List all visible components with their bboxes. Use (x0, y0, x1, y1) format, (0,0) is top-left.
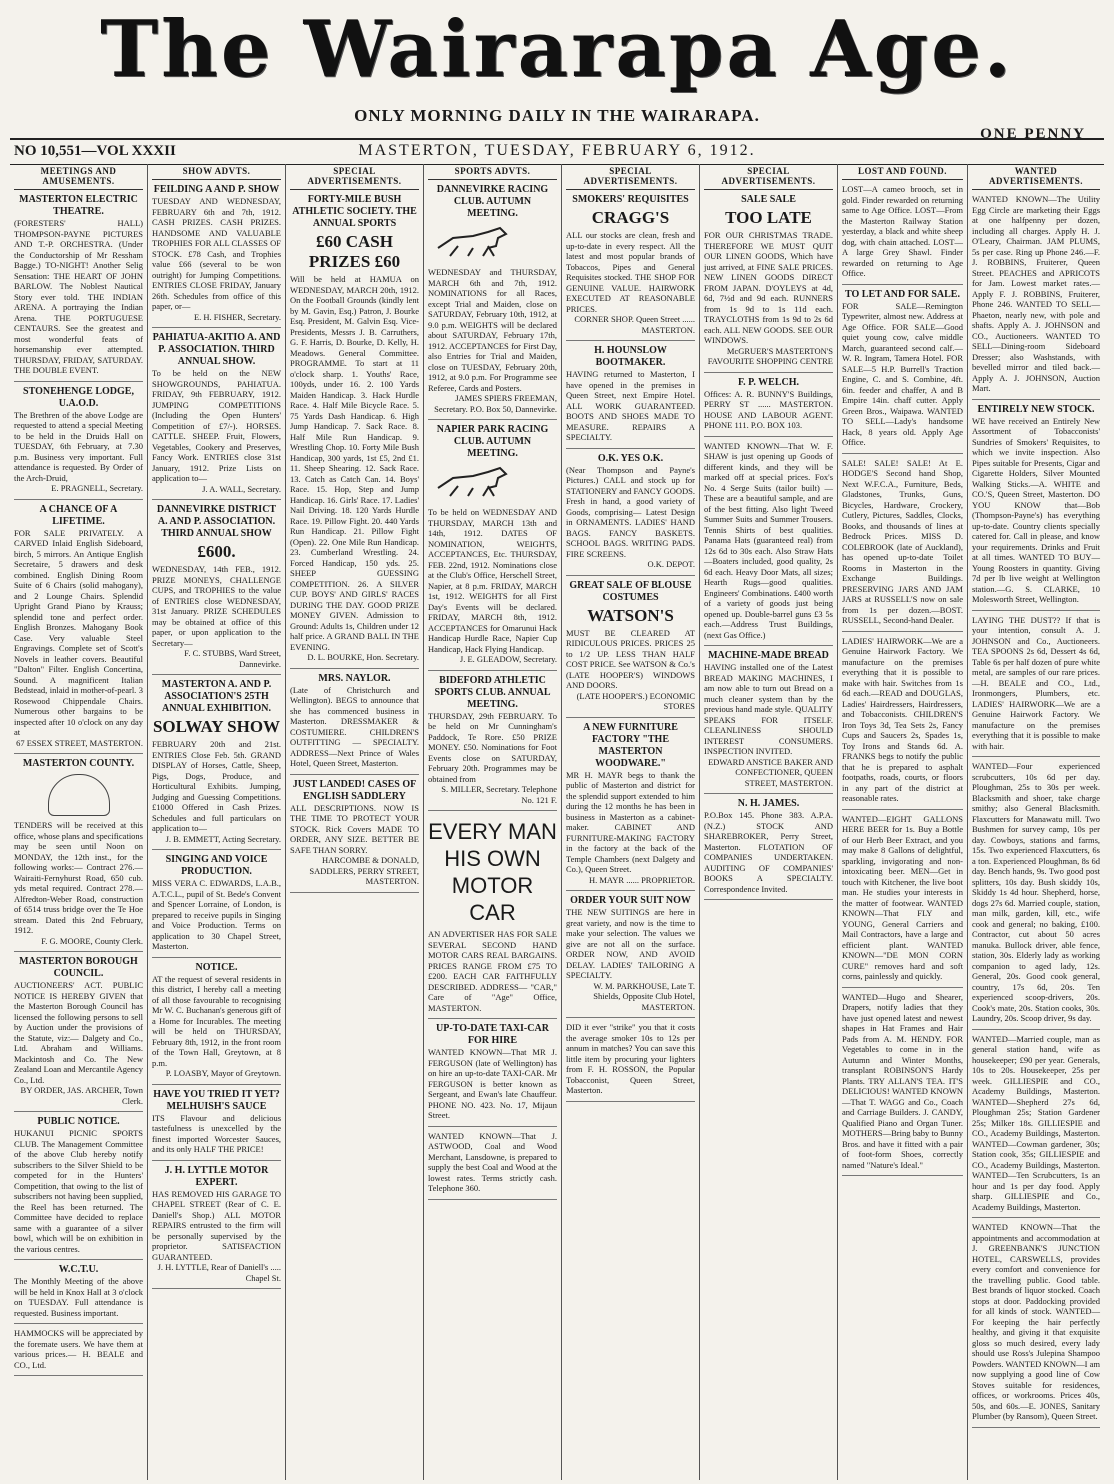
ad-body: (FORESTERS' HALL) THOMPSON-PAYNE PICTURES AND T.-P. ORCHESTRA. (Under the Conductorship of Mr Ressham Bagge.) TO-NIGHT! Another Selig Sensation: THE HEART OF JOHN BARLOW. The Noblest Nautical Story ever told. THE INDIAN ARENA. A portraying the Indian Arena. THE PORTUGUESE CENTAURS. See the greatest and most wonderful feats of horsemanship ever attempted. THURSDAY, FRIDAY, SATURDAY. THE DOUBLE EVENT. (14, 218, 143, 375)
advertisement (428, 811, 557, 1019)
ad-signature: O.K. DEPOT. (647, 559, 695, 569)
ad-body: FOR OUR CHRISTMAS TRADE. THEREFORE WE MUST QUIT OUR LINEN GOODS, Which have just arrived, at FINE SALE PRICES. NEW LINEN GOODS DIRECT FROM JAPAN. D'OYLEYS at 4d, 6d, 7½d and 9d each. RUNNERS from 1s 9d to 1s 11d each. TRAYCLOTHS from 1s 9d to 2s 6d each. ALL NEW GOODS. SEE OUR WINDOWS. (704, 230, 833, 345)
advertisement (566, 449, 695, 576)
ad-title: J. H. LYTTLE MOTOR EXPERT. (164, 1164, 269, 1188)
ad-title: O.K. YES O.K. (597, 452, 664, 464)
racehorse-icon (428, 464, 528, 498)
column-header: WANTED ADVERTISEMENTS. (972, 164, 1100, 190)
ad-body: (Late of Christchurch and Wellington). BEGS to announce that she has commenced business in Masterton. DRESSMAKER & COSTUMIERE. CHILDREN'S OUTFITTING — SPECIALTY. ADDRESS—Next Prince of Wales Hotel, Queen Street, Masterton. (290, 684, 419, 768)
ad-body: P.O.Box 145. Phone 383. A.P.A. (N.Z.) STOCK AND SHAREBROKER, Perry Street, Masterton. FLOTATION OF COMPANIES UNDERTAKEN. AUDITING OF COMPANIES' BOOKS A SPECIALTY. Correspondence Invited. (704, 810, 833, 894)
column-header: SPORTS ADVTS. (428, 164, 557, 180)
ad-body: MUST BE CLEARED AT RIDICULOUS PRICES. PRICES 25 to 1/2 UP. LESS THAN HALF COST PRICE. See WATSON & Co.'s (LATE HOOPER'S) WINDOWS AND DOORS. (566, 627, 695, 690)
ad-display-text: SOLWAY SHOW (152, 717, 281, 736)
issue-number: NO 10,551—VOL XXXII (14, 143, 176, 159)
ad-signature: J. H. LYTTLE, Rear of Daniell's ..... Chapel St. (157, 1262, 281, 1283)
ad-title: MASTERTON COUNTY. (22, 758, 135, 769)
ad-title: PAHIATUA-AKITIO A. AND P. ASSOCIATION. THIRD ANNUAL SHOW. (152, 332, 281, 367)
ad-title: DANNEVIRKE DISTRICT A. AND P. ASSOCIATION. THIRD ANNUAL SHOW (156, 504, 277, 539)
ad-title: A CHANCE OF A LIFETIME. (39, 503, 118, 527)
columns-container (10, 164, 1104, 1480)
column-header: LOST AND FOUND. (842, 164, 963, 180)
ad-title: PUBLIC NOTICE. (37, 1116, 120, 1127)
ad-body: ITS Flavour and delicious tastefulness is unexcelled by the finest imported Worcester Sauces, and its only HALF THE PRICE! (152, 1112, 281, 1154)
advertisement (152, 958, 281, 1085)
ad-title: F. P. WELCH. (737, 376, 800, 388)
advertisement (566, 718, 695, 892)
column-header: SPECIAL ADVERTISEMENTS. (704, 164, 833, 190)
advertisement (842, 810, 963, 988)
ad-title: MASTERTON ELECTRIC THEATRE. (19, 194, 138, 217)
ad-title: MASTERTON A. AND P. ASSOCIATION'S 25TH ANNUAL EXHIBITION. (161, 679, 272, 714)
ad-signature: BY ORDER, JAS. ARCHER, Town Clerk. (20, 1085, 143, 1106)
ad-title: BIDEFORD ATHLETIC SPORTS CLUB. ANNUAL MEETING. (434, 674, 551, 710)
ad-body: (Near Thompson and Payne's Pictures.) CALL and stock up for STATIONERY and FANCY GOODS. Fresh in hand, a good variety of Goods, comprising— Latest Design in ORNAMENTS. LADIES' HAND BAGS. FANCY BASKETS. SCHOOL BAGS. WRITING PADS. FIRE SCREENS. (566, 464, 695, 559)
ad-body: TUESDAY AND WEDNESDAY, FEBRUARY 6th and 7th, 1912. CASH PRIZES. CASH PRIZES. HANDSOME AND VALUABLE TROPHIES FOR ALL CLASSES OF STOCK. £78 Cash, and Trophies value £66 (several to be won outright) for Jumping Competitions. ENTRIES CLOSE FRIDAY, January 26th. Schedules from office of this paper, or— (152, 196, 281, 311)
column-8 (968, 164, 1104, 1480)
column-2 (148, 164, 286, 1480)
ad-display-text: CRAGG'S (591, 208, 670, 227)
advertisement (842, 454, 963, 632)
ad-body: The Monthly Meeting of the above will be held in Knox Hall at 3 o'clock on TUESDAY. Full attendance is requested. Business important. (14, 1276, 143, 1318)
advertisement (704, 646, 833, 794)
racehorse-icon (428, 224, 528, 258)
ad-body: AN ADVERTISER HAS FOR SALE SEVERAL SECOND HAND MOTOR CARS REAL BARGAINS. PRICES RANGE FROM £75 TO £200. EACH CAR FAITHFULLY DESCRIBED. ADDRESS— "CAR," Care of "Age" Office, MASTERTON. (428, 929, 557, 1013)
ad-title: MACHINE-MADE BREAD (708, 650, 829, 661)
ad-body: DID it ever "strike" you that it costs the average smoker 10s to 12s per annum in matches? You can save this little item by procuring your lighters from F. H. ROSSON, the Popular Tobacconist, Queen Street, Masterton. (566, 1022, 695, 1095)
ad-signature: S. MILLER, Secretary. Telephone No. 121 F. (441, 784, 557, 805)
ad-body: WANTED—EIGHT GALLONS HERE BEER for 1s. Buy a Bottle of our Herb Beer Extract, and you may make 8 Gallons of delightful, sparkling, invigorating and non-intoxicating beer. MEN—Get in touch with Kitchener, the live boot man. He studies your interests in the matter of footwear. WANTED KNOWN—That FLY and YOUNG, General Carriers and Mail Contractors, have a large and efficient plant. WANTED KNOWN—"DE MON CORN CURE" removes hard and soft corns, painlessly and quickly. (842, 813, 963, 981)
ad-signature: H. MAYR ...... PROPRIETOR. (588, 874, 695, 885)
ad-body: FOR SALE PRIVATELY. A CARVED Inlaid English Sideboard, birch, 5 mirrors. An Antique English Secretaire, 5 drawers and desk combined. English Dining Room Suite of 6 Chairs (solid mahogany), and 2 Lounge Chairs. Splendid Upright Grand Piano by Krauss; splendid tone and perfect order. English Bronzes. Mahogany Book Case. Very valuable Steel Engravings. Complete set of Scott's Novels in leather covers. Beautiful "Dalton" Filter. English Concertina, Sound. A magnificent Italian Bedstead, inlaid in mother-of-pearl. 3 Rosewood Chippendale Chairs. Numerous other bargains to be inspected after 10 o'clock on any day at (14, 527, 143, 737)
advertisement (704, 373, 833, 437)
ad-title: MASTERTON BOROUGH COUNCIL. (19, 956, 138, 979)
masthead (0, 0, 1114, 105)
column-1 (10, 164, 148, 1480)
ad-title: SINGING AND VOICE PRODUCTION. (165, 854, 268, 877)
ad-signature: 67 ESSEX STREET, MASTERTON. (16, 737, 143, 748)
advertisement (152, 180, 281, 328)
ad-signature: F. C. STUBBS, Ward Street, Dannevirke. (184, 648, 281, 669)
advertisement (428, 420, 557, 671)
ad-body: HAMMOCKS will be appreciated by the foremate users. We have them at various prices.— H. BEALE and CO., Ltd. (14, 1328, 143, 1370)
ad-signature: HARCOMBE & DONALD, SADDLERS, PERRY STREET, MASTERTON. (309, 855, 419, 886)
ad-body: WANTED KNOWN—That J. ASTWOOD, Coal and Wood Merchant, Lansdowne, is prepared to supply the best Coal and Wood at the lowest rates. Terms strictly cash. Telephone 360. (428, 1130, 557, 1193)
column-header: SPECIAL ADVERTISEMENTS. (566, 164, 695, 190)
ad-title: SALE SALE (741, 194, 796, 205)
ad-title: FORTY-MILE BUSH ATHLETIC SOCIETY. THE ANNUAL SPORTS (292, 194, 417, 229)
ad-body: WANTED KNOWN—That MR J. FERGUSON (late of Wellington) has on hire an up-to-date TAXI-CAR. Mr FERGUSON is better known as Sergeant, and Ewan's late Chauffeur. PHONE NO. 423. No. 17, Mijaun Street. (428, 1047, 557, 1120)
ad-body: WANTED KNOWN—The Utility Egg Circle are marketing their Eggs at one halfpenny per dozen, including all charges. Apply H. J. O'Leary, Chairman. JAM PLUMS, 5s per case. Ring up Phone 246.—F. J. ROBBINS, Fruiterer, Queen Street. PEACHES and APRICOTS for Jam. Lowest market rates.—Apply F. J. ROBBINS, Fruiterer, Phone 246. WANTED TO SELL—Phaeton, nearly new, with pole and shafts. Apply A. J. JOHNSON and CO., Auctioneers. WANTED TO SELL—Dining-room Sideboard Dresser; also Washstands, with bevelled mirror and tiled back.—Apply A. J. JOHNSON, Auction Mart. (972, 194, 1100, 393)
ad-body: HAVING installed one of the Latest BREAD MAKING MACHINES, I am now able to turn out Bread on a much cleaner system than by the previous hand made style. QUALITY SPEAKS FOR ITSELF. CLEANLINESS SHOULD INTEREST CONSUMERS. INSPECTION INVITED. (704, 662, 833, 756)
ad-signature: W. M. PARKHOUSE, Late T. Shields, Opposite Club Hotel, MASTERTON. (593, 980, 695, 1012)
ad-headline: EVERY MAN HIS OWN MOTOR CAR (428, 819, 557, 925)
ad-body: ALL our stocks are clean, fresh and up-to-date in every respect. All the latest and most popular brands of Tobaccos, Pipes and General Requisites stocked. THE SHOP FOR GENUINE VALUE. HAIRWORK EXECUTED AT REASONABLE PRICES. (566, 230, 695, 314)
ad-signature: JAMES SPIERS FREEMAN, Secretary. P.O. Box 50, Dannevirke. (434, 393, 557, 414)
ad-body: Will be held at HAMUA on WEDNESDAY, MARCH 20th, 1912. On the Football Grounds (kindly lent by M. Gavin, Esq.) Patron, J. Bourke Esq. President, M. Galvin Esq. Vice-Presidents, Messrs J. B. Carruthers, G. F. Harris, D. Bourke, D. Kelly, H. Meadows. General Committee. PROGRAMME. To start at 11 o'clock sharp. 1. Youths' Race, 100yds, under 16. 2. 100 Yards Maiden Handicap. 3. Hack Hurdle Race. 4. Half Mile Bicycle Race. 5. 75 Yards Dash Handicap. 6. High Jump Handicap. 7. Sack Race. 8. Half Mile Run Handicap. 9. Wrestling Chop. 10. Forty Mile Bush Handicap, 300 yards, 1st £5, 2nd £1. 11. Sheep Shearing. 12. Sack Race. 13. Catch as Catch Can. 14. Boys' Race. 15. Hop, Step and Jump Handicap. 16. Girls' Race. 17. Ladies' Nail Driving. 18. 120 Yards Hurdle Race. 19. Pillow Fight. 20. 440 Yards Run Handicap. 21. Pillow Fight (Open). 22. One Mile Run Handicap. 23. Cumberland Wrestling. 24. Forced Handicap, 150 yds. 25. SHEEP GUESSING COMPETITION. 26. A SILVER CUP. BOYS' AND GIRLS' RACES DURING THE DAY. GOOD PRIZE MONEY GIVEN. Admission to Ground: Adults 1s, Children under 12 half price. A GRAND BALL IN THE EVENING. (290, 274, 419, 652)
advertisement (152, 675, 281, 850)
ad-body: To be held on WEDNESDAY AND THURSDAY, MARCH 13th and 14th, 1912. DATES OF NOMINATION, WEIGHTS, ACCEPTANCES, Etc. THURSDAY, FEB. 22nd, 1912. Nominations close at the Club's Office, Herschell Street, Napier, at 8 p.m. FRIDAY, MARCH 1st, 1912. WEIGHTS for all First Day's Events will be declared. FRIDAY, MARCH 8th, 1912. ACCEPTANCES for Omarunui Hack Handicap Hurdle Race, Napier Cup Handicap, Hack Flying Handicap. (428, 507, 557, 654)
advertisement (428, 1127, 557, 1200)
ad-title: DANNEVIRKE RACING CLUB. AUTUMN MEETING. (436, 184, 549, 219)
advertisement (842, 632, 963, 810)
advertisement (428, 671, 557, 812)
advertisement (14, 1260, 143, 1324)
advertisement (972, 1030, 1100, 1219)
ad-signature: McGRUER'S MASTERTON'S FAVOURITE SHOPPING CENTRE (707, 345, 833, 366)
advertisement (14, 754, 143, 952)
newspaper-title: The Wairarapa Age. (100, 4, 1014, 95)
advertisement (14, 190, 143, 382)
ad-signature: E. H. FISHER, Secretary. (193, 311, 281, 322)
ad-body: LADIES' HAIRWORK—We are a Genuine Hairwork Factory. We manufacture on the premises everything that it is possible to make with hair. Switches from 1s 6d each.—READ and DOUGLAS, Ladies' Hairdressers, Hairdressers, and Tobacconists. CHILDREN'S Iron Toys 3d, Tea Sets 2s, Fancy Cups and Saucers 2s, Spades 1s, Toy Irons and Stands 6d. A. FRANKS begs to notify the public that he is prepared to asphalt footpaths, roads, courts, or floors in any part of the district at reasonable rates. (842, 635, 963, 803)
advertisement (152, 1085, 281, 1161)
ad-title: FEILDING A AND P. SHOW (153, 184, 280, 195)
price-label: ONE PENNY (980, 126, 1086, 142)
ad-title: W.C.T.U. (58, 1264, 99, 1275)
ad-body: AT the request of several residents in this district, I hereby call a meeting of all those favourable to recognising Mr W. C. Buchanan's generous gift of a Home for Incurables. The meeting will be held on THURSDAY, February 8th, 1912, in the front room of the Town Hall, Greytown, at 8 p.m. (152, 973, 281, 1068)
advertisement (428, 180, 557, 420)
ad-signature: F. G. MOORE, County Clerk. (41, 935, 143, 946)
ad-display-text: £600. (197, 542, 236, 561)
ad-body: WE have received an Entirely New Assortment of Tobacconists' Sundries of Smokers' Requisites, to which we invite inspection. Also Pipes suitable for Presents, Cigar and Cigarette Holders, Silver Mounted Walking Sticks.—A. WHITE and CO.'S, Queen Street, Masterton. DO YOU KNOW that—Bob (Thompson-Payne's) has everything up-to-date. Country clients specially catered for. Call in please, and know your requirements. Drinks and Fruit at all times. WANTED TO BUY—Young Roosters in quantity. Giving 7d per lb live weight at Wellington station.—G. S. CLARKE, 10 Molesworth Street, Wellington. (972, 415, 1100, 604)
coat-of-arms-icon (48, 774, 110, 816)
advertisement (14, 382, 143, 500)
column-5 (562, 164, 700, 1480)
ad-title: UP-TO-DATE TAXI-CAR FOR HIRE (436, 1023, 549, 1046)
ad-body: THURSDAY, 29th FEBRUARY. To be held on Mr Cunningham's Paddock, Te Rore. £50 PRIZE MONEY. £50. Nominations for Foot Events close on SATURDAY, February 20th. Programmes may be obtained from (428, 710, 557, 784)
advertisement (566, 891, 695, 1018)
ad-body: HUKANUI PICNIC SPORTS CLUB. The Management Committee of the above Club hereby notify subscribers to the Silver Shield to be competed for in the Hunters' Competition, that owing to the list of subscribers not having been supplied, the Reel has been returned. The Committee have decided to replace same with a guarantee of a silver bowl, which will be on exhibition in the various centres. (14, 1128, 143, 1254)
advertisement (152, 1161, 281, 1290)
advertisement (290, 669, 419, 775)
tagline: ONLY MORNING DAILY IN THE WAIRARAPA. (354, 106, 760, 125)
advertisement (704, 437, 833, 647)
ad-signature: E. PRAGNELL, Secretary. (51, 483, 143, 493)
advertisement (972, 190, 1100, 400)
ad-signature: D. L. BOURKE, Hon. Secretary. (307, 652, 419, 662)
ad-title: MRS. NAYLOR. (318, 672, 391, 684)
column-3 (286, 164, 424, 1480)
ad-title: N. H. JAMES. (737, 798, 800, 809)
ad-title: STONEHENGE LODGE, U.A.O.D. (23, 385, 134, 409)
ad-body: WEDNESDAY and THURSDAY, MARCH 6th and 7th, 1912. NOMINATIONS for all Races, except Trial and Maiden, close on SATURDAY, February 10th, 1912, at 9.0 p.m. WEIGHTS will be declared about SATURDAY, February 17th, 1912. ACCEPTANCES for First Day, also Entries for Trial and Maiden, close on TUESDAY, February 20th, 1912, at 9.0 p.m. For Programme see Referee, Cards and Posters. (428, 267, 557, 393)
advertisement (152, 328, 281, 500)
advertisement (566, 576, 695, 718)
ad-title: ENTIRELY NEW STOCK. (977, 403, 1095, 415)
advertisement (428, 1019, 557, 1127)
advertisement (972, 1218, 1100, 1428)
ad-body: LOST—A cameo brooch, set in gold. Finder rewarded on returning same to Age Office. LOST—From the Masterton Railway Station yesterday, a black and white sheep dog, with chain attached. LOST—A large Grey Shawl. Finder rewarded on returning to Age Office. (842, 184, 963, 278)
ad-body: FEBRUARY 20th and 21st. ENTRIES Close Feb. 5th. GRAND DISPLAY of Horses, Cattle, Sheep, Pigs, Dogs, Produce, and Horticultural Exhibits. Jumping, Judging and Guessing Competitions. £1000 Offered in Cash Prizes. Schedules and full particulars on application to— (152, 739, 281, 833)
advertisement (14, 952, 143, 1112)
ad-title: HAVE YOU TRIED IT YET? MELHUISH'S SAUCE (153, 1088, 280, 1112)
ad-signature: (LATE HOOPER'S.) ECONOMIC STORES (576, 690, 695, 711)
advertisement (842, 285, 963, 454)
ad-body: MISS VERA C. EDWARDS, L.A.B., A.T.C.L., pupil of St. Bede's Convent and Spencer Lorraine, of London, is prepared to receive pupils in Singing and Voice Production. Terms on application to 30 Chapel Street, Masterton. (152, 878, 281, 951)
ad-body: HAVING returned to Masterton, I have opened in the premises in Queen Street, next Empire Hotel. ALL WORK GUARANTEED. BOOTS AND SHOES MADE TO MEASURE. REPAIRS A SPECIALTY. (566, 369, 695, 442)
ad-body: ALL DESCRIPTIONS. NOW IS THE TIME TO PROTECT YOUR STOCK. Rick Covers MADE TO ORDER, ANY SIZE. BETTER BE SAFE THAN SORRY. (290, 802, 419, 855)
ad-display-text: WATSON'S (587, 605, 674, 625)
ad-body: WANTED—Hugo and Shearer, Drapers, notify ladies that they have just opened latest and newest shapes in Hat Frames and Hair Pads from A. M. HENDY. FOR Vegetables to come in in the Autumn and Winter Months, transplant ROBINSON'S Hardy Plants. TRY ALLAN'S TEA. IT'S DELICIOUS! WANTED KNOWN—That T. WAGG and Co., Coach and Carriage Builders. J. CANDY, Qualified Piano and Organ Tuner. MOTHERS—Bring baby to Bunny Bros. and have it fitted with a pair of foot-form Shoes, correctly named "Nature's Ideal." (842, 991, 963, 1170)
column-4 (424, 164, 562, 1480)
advertisement (14, 1324, 143, 1376)
ad-body: HAS REMOVED HIS GARAGE TO CHAPEL STREET (Rear of C. E. Daniell's Shop.) ALL MOTOR REPAIRS entrusted to the firm will be personally supervised by the proprietor. SATISFACTION GUARANTEED. (152, 1188, 281, 1262)
ad-body: The Brethren of the above Lodge are requested to attend a special Meeting to be held in the Druids Hall on TUESDAY, 6th February, at 7.30 p.m. Business very important. Full attendance is requested. By Order of the Arch-Druid, (14, 409, 143, 483)
ad-title: GREAT SALE OF BLOUSE COSTUMES (569, 579, 692, 603)
ad-body: Offices: A. R. BUNNY'S Buildings, PERRY ST ...... MASTERTON. HOUSE AND LABOUR AGENT. PHONE 111. P.O. BOX 103. (704, 388, 833, 430)
advertisement (566, 1018, 695, 1102)
ad-body: WANTED KNOWN—That W. F. SHAW is just opening up Goods of different kinds, and they will be marked off at special prices. Fox's No. 4 Serge Suits (tailor built) —These are a beautiful sample, and are of the best fitting. Also light Tweed Summer Suits and Summer Trousers. Tennis Shirts of best qualities. Panama Hats (guaranteed real) from 12s 6d to 30s each. Also Straw Hats—Boaters included, good quality, 2s 6d each. Heavy Door Mats, all sizes; Hearth Rugs—good qualities. Engineers' Combinations. £400 worth of a variety of goods just being opened up. Double-barrel guns £3 5s each.—Address Trust Buildings, (next Gas Office.) (704, 440, 833, 640)
advertisement (290, 775, 419, 893)
column-header: SPECIAL ADVERTISEMENTS. (290, 164, 419, 190)
column-6 (700, 164, 838, 1480)
ad-body: WANTED—Married couple, man as general station hand, wife as housekeeper; £90 per year. Generals, 10s to 20s. Housekeeper, 25s per week. GILLIESPIE and CO., Academy Buildings, Masterton. WANTED—Shepherd 27s 6d, Ploughman 25s; Station Gardener 25s; Milker 18s. GILLIESPIE and CO., Academy Buildings, Masterton. WANTED—Cowman gardener, 30s; Station cook, 35s; GILLIESPIE and CO., Academy Buildings, Masterton. WANTED—Ten Scrubcutters, 1s an hour and 1s per day food. Apply sharp. GILLIESPIE and Co., Academy Buildings, Masterton. (972, 1033, 1100, 1212)
ad-signature: J. B. EMMETT, Acting Secretary. (165, 833, 281, 844)
ad-title: H. HOUNSLOW BOOTMAKER. (594, 345, 667, 368)
advertisement (842, 988, 963, 1177)
ad-body: WANTED—Four experienced scrubcutters, 10s 6d per day. Ploughman, 25s to 30s per week. Blacksmith and shoer, take charge smithy; also General Blacksmith. Flaxcutters for Manawatu mill. Two Bushmen for survey camp, 10s per day. Cowboys, stations and farms, 15s. Two experienced Flaxcutters, 6s a ton. Experienced Ploughman, 8s 6d day. Bench hands, 9s. Two good post splitters, 10s day. Bush skiddy 10s, Skiddy 1s 4d hour. Shepherd, horse, dogs 27s 6d. Married couple, station, man milk, garden, kill, etc., wife cook and general; no baking, £100. Contractor, cut about 50 acres manuka. Bullock driver, able fence, station, 30s. Elderly lady as working companion to aged lady, 12s. General, 20s. Good cook general, country, 17s 6d, 20s. Ten experienced scoop-drivers, 20s. Cook's mate, 20s. Station cooks, 30s. Laundry, 20s. Scoop driver, 9s day. (972, 761, 1100, 1023)
ad-body: LAYING THE DUST?? If that is your intention, consult A. J. JOHNSON and Co., Auctioneers. TEA SPOONS 2s 6d, Dessert 4s 6d, Table 6s per half dozen of pure white metal, are samples of our rare prices.—H. BEALE and CO., Ltd., Ironmongers, Plumbers, etc. LADIES' HAIRWORK—We are a Genuine Hairwork Factory. We manufacture on the premises everything that it is possible to make with hair. (972, 614, 1100, 751)
advertisement (14, 1112, 143, 1260)
column-7 (838, 164, 968, 1480)
dateline-bar (10, 138, 1104, 165)
ad-signature: EDWARD ANSTICE BAKER AND CONFECTIONER, QUEEN STREET, MASTERTON. (708, 756, 833, 788)
advertisement (842, 180, 963, 285)
ad-display-text: £60 CASH PRIZES £60 (308, 232, 401, 271)
ad-body: TENDERS will be received at this office, whose plans and specifications may be seen until Noon on MONDAY, the 12th inst., for the following works:— Contract 276.—Wairaiti-Fernyhurst Road, 650 cub. yds metal required. Contract 278.—Alfredton-Weber Road, construction of 6514 truss bridge over the Te Hoe stream. Dated this 2nd February, 1912. (14, 820, 143, 935)
advertisement (566, 190, 695, 341)
advertisement (152, 850, 281, 958)
advertisement (152, 500, 281, 675)
column-header: MEETINGS AND AMUSEMENTS. (14, 164, 143, 190)
ad-signature: P. LOASBY, Mayor of Greytown. (165, 1068, 281, 1078)
advertisement (972, 400, 1100, 611)
ad-body: AUCTIONEERS' ACT. PUBLIC NOTICE IS HEREBY GIVEN that the Masterton Borough Council has licensed the following persons to sell by Auction under the provisions of the Statute, viz:— Dalgety and Co., Ltd. Abraham and Williams. Mackintosh and Co. The New Zealand Loan and Mercantile Agency Co., Ltd. (14, 980, 143, 1085)
ad-body: THE NEW SUITINGS are here in great variety, and now is the time to make your selection. The values we give are not all on the surface. ORDER NOW, AND AVOID DELAY. LADIES' TAILORING A SPECIALTY. (566, 907, 695, 980)
ad-title: JUST LANDED! CASES OF ENGLISH SADDLERY (292, 778, 417, 802)
advertisement (14, 500, 143, 755)
ad-body: FOR SALE—Remington Typewriter, almost new. Address at Age Office. FOR SALE—Good quiet young cow, calve middle March, guaranteed second calf.—W. R. Ingram, Tamera Hotel. FOR SALE—5 H.P. Burrell's Traction Engine, C. and S. Combine, 4ft. 6in. feeder and chaffer, A and B Empire 14in. chaff cutter. Apply Green Bros., Waipawa. WANTED TO SELL—Lady's handsome Hack, 8 years old. Apply Age Office. (842, 300, 963, 447)
advertisement (704, 794, 833, 900)
advertisement (566, 341, 695, 449)
ad-body: WEDNESDAY, 14th FEB., 1912. PRIZE MONEYS, CHALLENGE CUPS, and TROPHIES to the value of ENTRIES close WEDNESDAY, 31st January. PRIZE SCHEDULES may be obtained at office of this paper, or upon application to the Secretary— (152, 564, 281, 648)
ad-title: A NEW FURNITURE FACTORY "THE MASTERTON WOODWARE." (583, 721, 678, 769)
ad-display-text: TOO LATE (725, 208, 812, 227)
ad-body: To be held on the NEW SHOWGROUNDS, PAHIATUA. FRIDAY, 9th FEBRUARY, 1912. JUMPING COMPETITIONS (Including the Open Hunters' Competition of £7/-). HORSES. CATTLE. SHEEP. Fruit, Flowers, Vegetables, Cookery and Preserves, Fancy Work. ENTRIES close 31st January, 1912. Prize Lists on application to— (152, 368, 281, 483)
advertisement (290, 190, 419, 669)
ad-title: SMOKERS' REQUISITES (572, 194, 689, 205)
ad-body: SALE! SALE! SALE! At E. HODGE'S Second hand Shop, Next W.F.C.A., Furniture, Beds, Gladstones, Trunks, Guns, Bicycles, Hardware, Crockery, Cutlery, Pictures, Saddles, Clocks, Books, and thousands of lines at Bedrock Prices. MISS D. COLEBROOK (late of Auckland), has opened up-to-date Toilet Rooms in Masterton in the Exchange Buildings. PRESERVING JARS AND JAM JARS at RUSSELL'S now on sale from 1s per dozen.—BOST. RUSSELL, Second-hand Dealer. (842, 457, 963, 625)
advertisement (704, 190, 833, 373)
ad-body: MR H. MAYR begs to thank the public of Masterton and district for the splendid support extended to him during the 12 months he has been in business in Masterton as a cabinet-maker. CABINET AND FURNITURE-MAKING FACTORY in the factory at the back of the Temple Chambers (next Dalgety and Co.), Queen Street. (566, 769, 695, 874)
ad-signature: J. A. WALL, Secretary. (202, 483, 281, 494)
ad-title: NOTICE. (195, 961, 238, 973)
ad-title: ORDER YOUR SUIT NOW (570, 895, 691, 906)
ad-signature: CORNER SHOP. Queen Street ...... MASTERTON. (574, 314, 695, 335)
ad-signature: J. E. GLEADOW, Secretary. (459, 654, 557, 664)
advertisement (972, 611, 1100, 758)
ad-body: WANTED KNOWN—That the appointments and accommodation at J. GREENBANK'S JUNCTION HOTEL, CARSWELLS, provides every comfort and convenience for the travelling public. Good table. Best brands of liquor stocked. Coach stops at door. Paddocking provided for all kinds of stock. WANTED—For keeping the hair perfectly healthy, and giving it that exquisite gloss so much desired, every lady should use Ross's Julepina Shampoo Powders. WANTED KNOWN—I am now supplying a good line of Cow Stoves suitable for residences, offices, or workrooms. Prices 40s, 50s, and 60s.—E. JONES, Sanitary Plumber (by Ransom), Queen Street. (972, 1222, 1100, 1421)
advertisement (972, 757, 1100, 1030)
ad-title: TO LET AND FOR SALE. (845, 288, 960, 300)
issue-date: MASTERTON, TUESDAY, FEBRUARY 6, 1912. (358, 142, 756, 159)
ad-title: NAPIER PARK RACING CLUB. AUTUMN MEETING. (436, 424, 549, 459)
column-header: SHOW ADVTS. (152, 164, 281, 180)
